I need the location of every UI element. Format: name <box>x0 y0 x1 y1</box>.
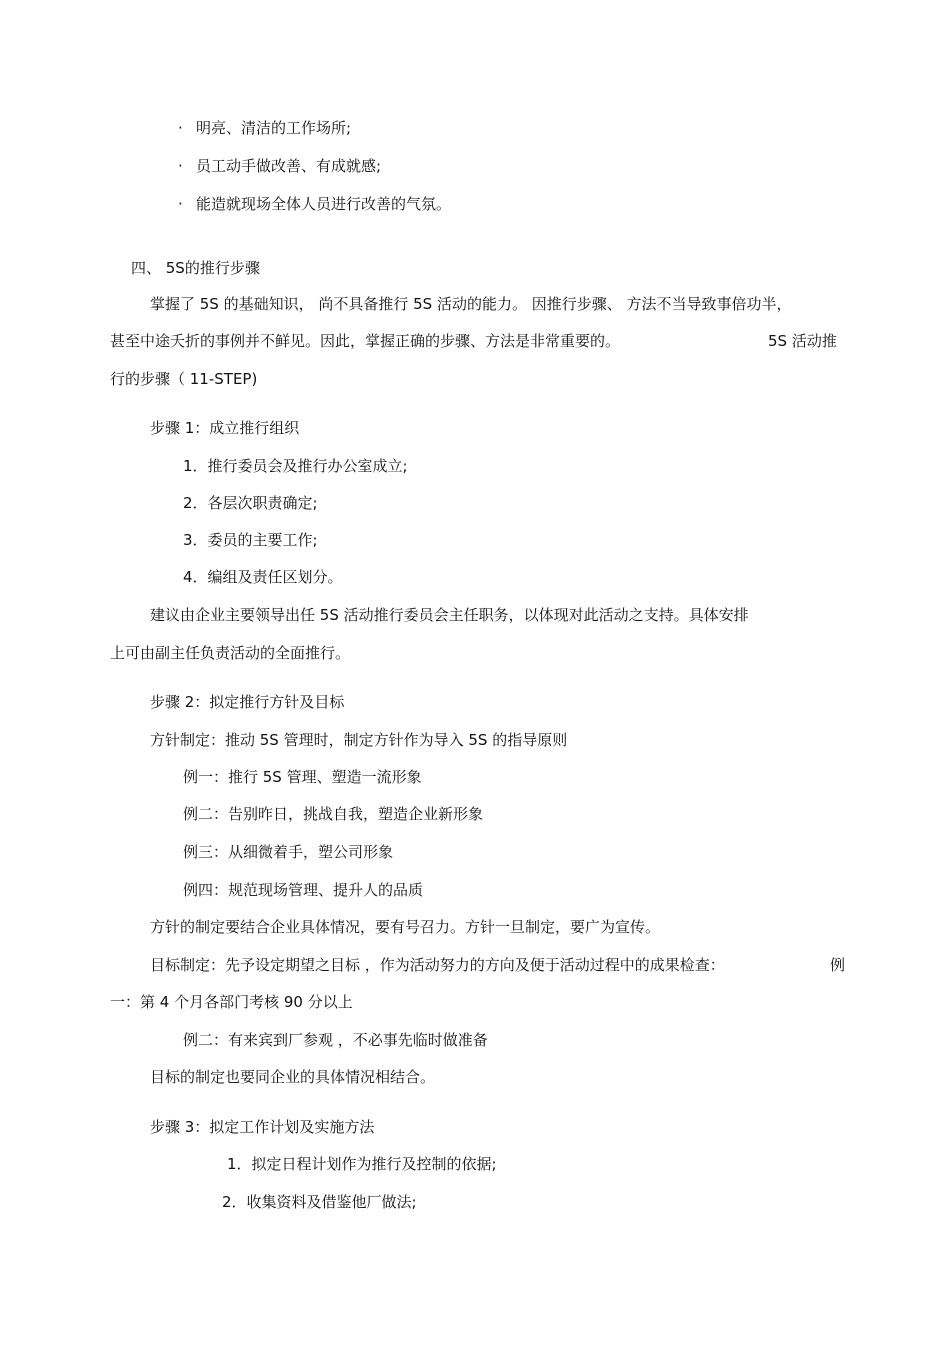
bullet-item: 员工动手做改善、有成就感; <box>196 157 382 175</box>
list-item: 1．拟定日程计划作为推行及控制的依据; <box>227 1155 497 1173</box>
example-line: 例二：告别昨日，挑战自我，塑造企业新形象 <box>183 805 484 823</box>
example-line: 一：第 4 个月各部门考核 90 分以上 <box>110 993 353 1011</box>
step-heading: 步骤 1：成立推行组织 <box>150 419 300 437</box>
paragraph-line: 目标制定：先予设定期望之目标 ，作为活动努力的方向及便于活动过程中的成果检查： <box>150 956 725 974</box>
bullet-dot: · <box>178 195 183 213</box>
list-item: 3．委员的主要工作; <box>183 531 318 549</box>
paragraph-line: 甚至中途夭折的事例并不鲜见。因此，掌握正确的步骤、方法是非常重要的。 <box>110 332 621 350</box>
paragraph-line: 例 <box>830 956 846 974</box>
paragraph-line: 方针制定：推动 5S 管理时，制定方针作为导入 5S 的指导原则 <box>150 731 568 749</box>
paragraph-line: 掌握了 5S 的基础知识， 尚不具备推行 5S 活动的能力。 因推行步骤、 方法不当导致事倍功半， <box>150 295 792 313</box>
bullet-dot: · <box>178 119 183 137</box>
paragraph-line: 上可由副主任负责活动的全面推行。 <box>110 644 351 662</box>
list-item: 2．收集资料及借鉴他厂做法; <box>222 1193 417 1211</box>
list-item: 1．推行委员会及推行办公室成立; <box>183 457 408 475</box>
bullet-dot: · <box>178 157 183 175</box>
bullet-item: 能造就现场全体人员进行改善的气氛。 <box>196 195 452 213</box>
paragraph-line: 行的步骤（ 11-STEP) <box>110 370 258 388</box>
paragraph-line: 目标的制定也要同企业的具体情况相结合。 <box>150 1068 436 1086</box>
step-heading: 步骤 2：拟定推行方针及目标 <box>150 693 345 711</box>
example-line: 例一：推行 5S 管理、塑造一流形象 <box>183 768 422 786</box>
paragraph-line: 方针的制定要结合企业具体情况，要有号召力。方针一旦制定，要广为宣传。 <box>150 918 661 936</box>
list-item: 4．编组及责任区划分。 <box>183 568 343 586</box>
example-line: 例二：有来宾到厂参观 ，不必事先临时做准备 <box>183 1031 488 1049</box>
section-heading: 四、 5S的推行步骤 <box>131 259 260 277</box>
bullet-item: 明亮、清洁的工作场所; <box>196 119 352 137</box>
example-line: 例四：规范现场管理、提升人的品质 <box>183 881 424 899</box>
example-line: 例三：从细微着手，塑公司形象 <box>183 843 394 861</box>
step-heading: 步骤 3：拟定工作计划及实施方法 <box>150 1118 375 1136</box>
list-item: 2．各层次职责确定; <box>183 494 318 512</box>
paragraph-line: 建议由企业主要领导出任 5S 活动推行委员会主任职务，以体现对此活动之支持。具体安排 <box>150 606 749 624</box>
paragraph-line: 5S 活动推 <box>768 332 837 350</box>
